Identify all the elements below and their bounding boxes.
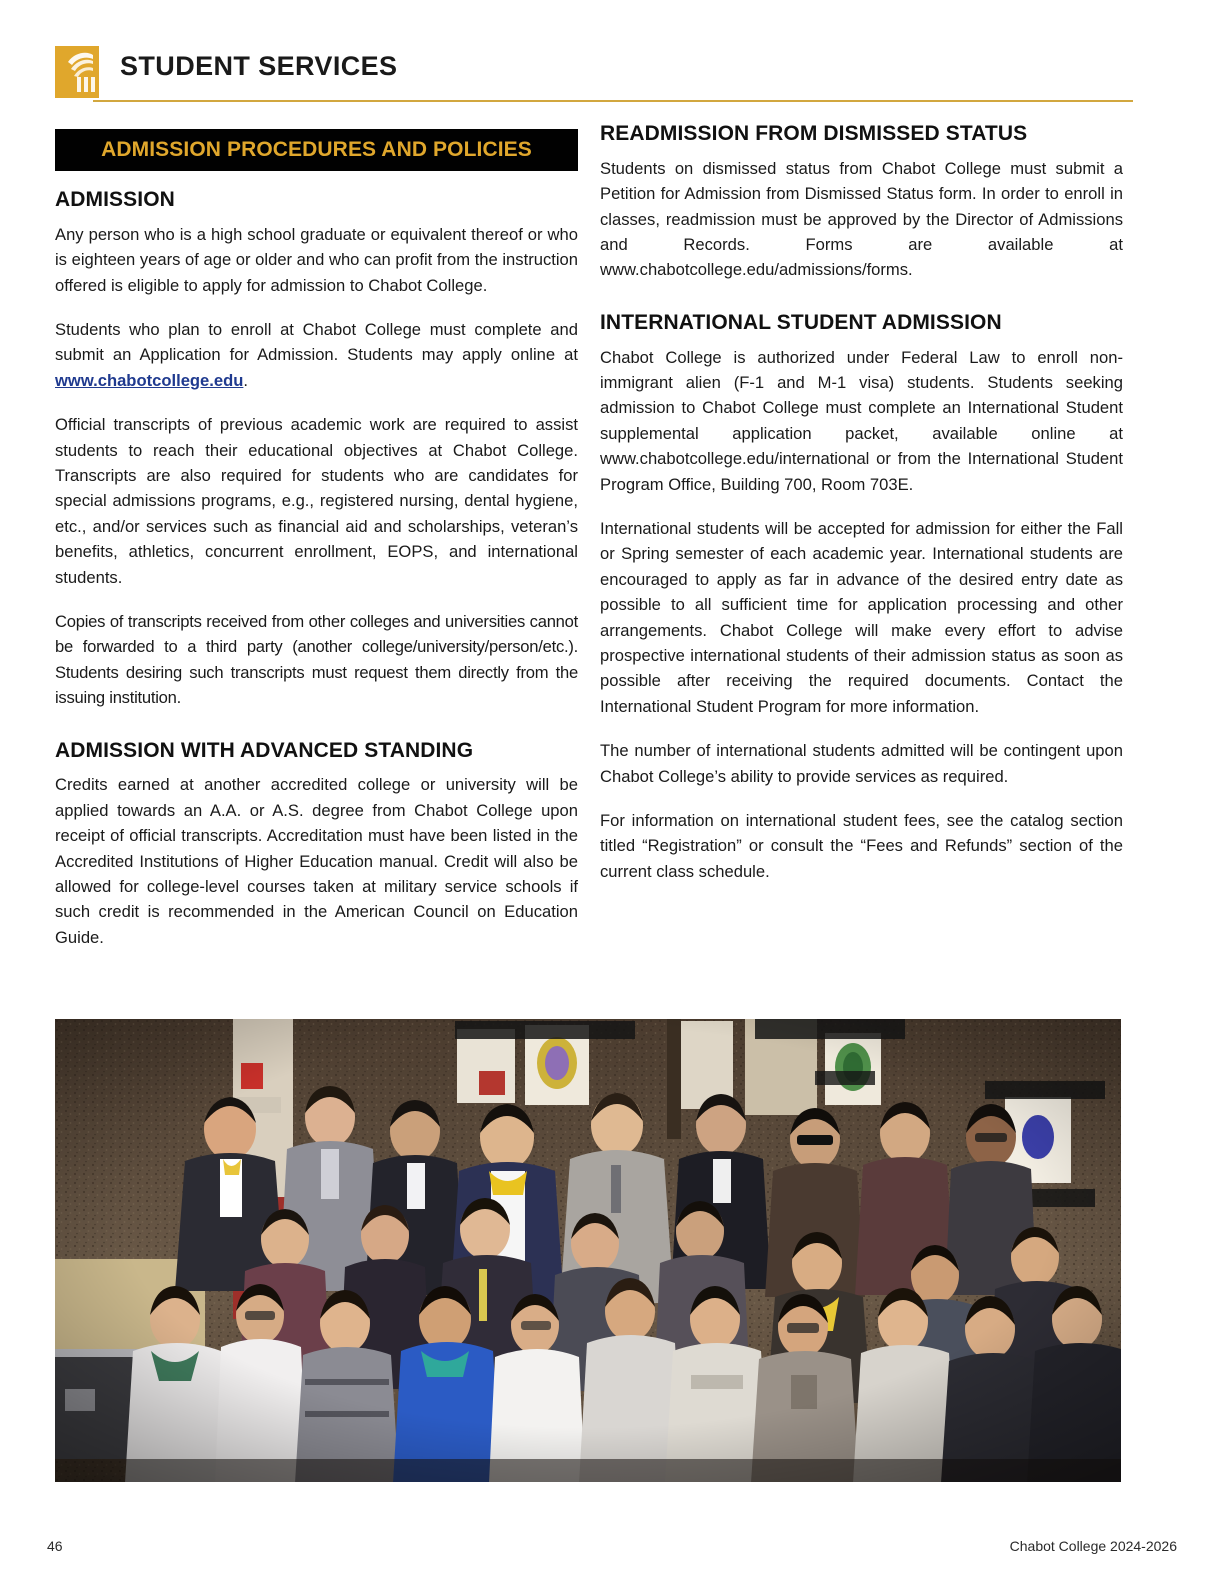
right-column	[600, 122, 1123, 884]
page-title: STUDENT SERVICES	[120, 51, 398, 81]
chabot-college-website-link[interactable]: www.chabotcollege.edu	[55, 370, 244, 390]
footer-catalog-note: Chabot College 2024-2026	[1009, 1538, 1177, 1554]
page-footer	[47, 1538, 1177, 1562]
heading-readmission: READMISSION FROM DISMISSED STATUS	[600, 122, 1028, 145]
left-column	[55, 188, 578, 950]
footer-page-number: 46	[47, 1538, 63, 1554]
paragraph-official-transcripts: Official transcripts of previous academic work are required to assist students to reach their educational objectives at Chabot College. Transcripts are also required for students who are candidates for special admissions programs, e.g., registered nursing, dental hygiene, etc., and/or services such as financial aid and scholarships, veteran’s benefits, athletics, concurrent enrollment, EOPS, and international students.	[55, 415, 578, 587]
paragraph-transcript-copies: Copies of transcripts received from other colleges and universities cannot be forwarded to a third party (another college/university/person/etc.). Students desiring such transcripts must request them directly from the issuing institution.	[55, 612, 578, 708]
student-group-photo	[55, 1019, 1121, 1482]
application-text-before-link: Students who plan to enroll at Chabot College must complete and submit an Application for Admission. Students may apply online at	[55, 319, 578, 365]
paragraph-advanced-standing: Credits earned at another accredited college or university will be applied towards an A.A. or A.S. degree from Chabot College upon receipt of official transcripts. Accreditation must have been listed in the Accredited Institutions of Higher Education manual. Credit will also be allowed for college-level courses taken at military service schools if such credit is recommended in the American Council on Education Guide.	[55, 775, 578, 947]
page-header	[55, 44, 1133, 102]
chabot-building-logo-icon	[55, 46, 99, 98]
section-banner	[55, 129, 578, 171]
heading-international-admission: INTERNATIONAL STUDENT ADMISSION	[600, 310, 1002, 334]
paragraph-admission-eligibility: Any person who is a high school graduate or equivalent thereof or who is eighteen years of age or older and who can profit from the instruction offered is eligible to apply for admission to Chabot College.	[55, 224, 578, 295]
paragraph-international-capacity: The number of international students admitted will be contingent upon Chabot College’s ability to provide services as required.	[600, 741, 1123, 786]
paragraph-admission-application	[55, 317, 578, 393]
paragraph-readmission: Students on dismissed status from Chabot College must submit a Petition for Admission from Dismissed Status form. In order to enroll in classes, readmission must be approved by the Director of Admissions and Records. Forms are available at www.chabotcollege.edu/admissions/forms.	[600, 158, 1123, 280]
section-banner-label: ADMISSION PROCEDURES AND POLICIES	[101, 138, 532, 161]
paragraph-international-authorization: Chabot College is authorized under Federal Law to enroll non-immigrant alien (F-1 and M-1 visa) students. Students seeking admission to Chabot College must complete an International Student supplemental application packet, available online at www.chabotcollege.edu/international or from the International Student Program Office, Building 700, Room 703E.	[600, 347, 1123, 494]
paragraph-international-fees: For information on international student fees, see the catalog section titled “Registration” or consult the “Fees and Refunds” section of the current class schedule.	[600, 811, 1123, 881]
heading-admission: ADMISSION	[55, 188, 175, 211]
header-divider	[93, 100, 1133, 102]
application-text-after-link: .	[243, 370, 249, 390]
paragraph-international-terms: International students will be accepted for admission for either the Fall or Spring semester of each academic year. International students are encouraged to apply as far in advance of the desired entry date as possible to all sufficient time for application processing and other arrangements. Chabot College will make every effort to advise prospective international students of their admission status as soon as possible after receiving the required documents. Contact the International Student Program for more information.	[600, 519, 1123, 716]
heading-advanced-standing: ADMISSION WITH ADVANCED STANDING	[55, 738, 474, 762]
